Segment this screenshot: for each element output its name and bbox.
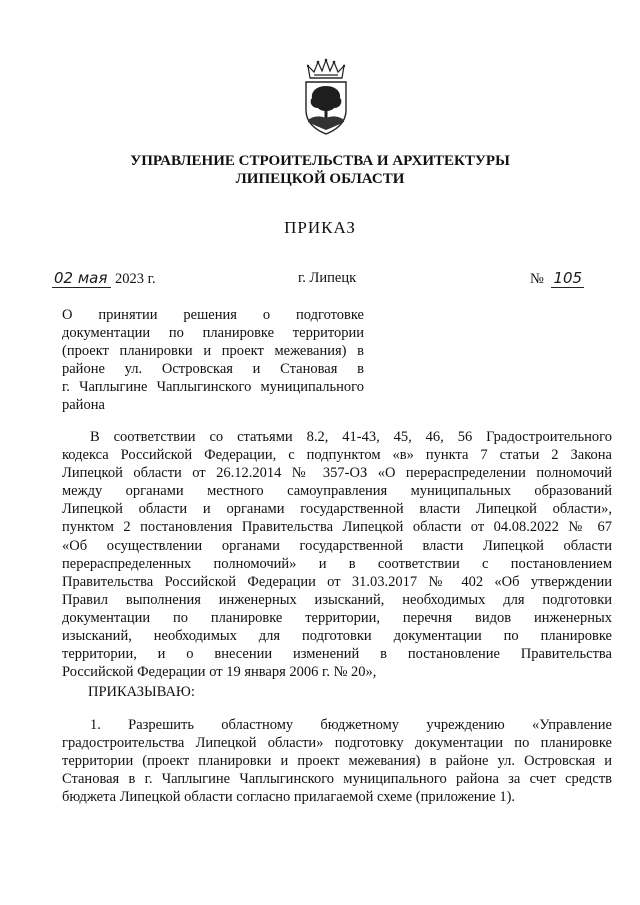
preamble-line: кодекса Российской Федерации, с подпунктом «в» пункта 7 статьи 2 Закона xyxy=(62,447,612,464)
order-city: г. Липецк xyxy=(298,270,357,286)
order-date xyxy=(52,269,156,288)
preamble-line: Правил выполнения инженерных изысканий, необходимых для подготовки xyxy=(62,591,612,608)
preamble-line: перераспределенных полномочий» и в соответствии с постановлением xyxy=(62,555,612,572)
order-item-1 xyxy=(62,716,612,806)
subject-line: района xyxy=(62,397,105,413)
organization-name-line1: УПРАВЛЕНИЕ СТРОИТЕЛЬСТВА И АРХИТЕКТУРЫ xyxy=(130,153,510,169)
item-line: бюджета Липецкой области согласно прилагаемой схеме (приложение 1). xyxy=(62,789,516,806)
order-year: 2023 г. xyxy=(115,271,156,287)
order-number xyxy=(530,269,584,288)
organization-name xyxy=(0,152,640,188)
item-line: территории (проект планировки и проект межевания) в районе ул. Островская и xyxy=(62,753,612,770)
order-directive-word: ПРИКАЗЫВАЮ: xyxy=(88,684,195,700)
preamble-line: Российской Федерации от 19 января 2006 г. № 20», xyxy=(62,664,377,681)
document-type-title: ПРИКАЗ xyxy=(284,218,356,237)
handwritten-number: 105 xyxy=(553,269,583,287)
subject-line: (проект планировки и проект межевания) в xyxy=(62,343,364,359)
preamble-line: Липецкой области и органами государственной власти Липецкой области», xyxy=(62,501,612,518)
lipetsk-region-coat-of-arms-icon xyxy=(296,58,356,136)
preamble-paragraph xyxy=(62,428,612,681)
preamble-line: территории, и о внесении изменений в постановление Правительства xyxy=(62,646,612,663)
number-sign: № xyxy=(530,271,544,287)
subject-line: документации по планировке территории xyxy=(62,325,364,341)
item-line: Становая в г. Чаплыгине Чаплыгинского муниципального района за счет средств xyxy=(62,771,612,788)
preamble-line: документации по планировке территории, перечня видов инженерных xyxy=(62,609,612,626)
preamble-line: изысканий, необходимых для подготовки документации по планировке xyxy=(62,628,612,645)
subject-line: г. Чаплыгине Чаплыгинского муниципального xyxy=(62,379,364,395)
subject-line: О принятии решения о подготовке xyxy=(62,307,364,323)
preamble-line: Липецкой области от 26.12.2014 № 357-ОЗ «О перераспределении полномочий xyxy=(62,465,612,482)
preamble-line: пунктом 2 постановления Правительства Липецкой области от 04.08.2022 № 67 xyxy=(62,519,612,536)
item-line: 1. Разрешить областному бюджетному учреждению «Управление xyxy=(90,717,612,733)
organization-name-line2: ЛИПЕЦКОЙ ОБЛАСТИ xyxy=(235,171,405,187)
preamble-line: «Об осуществлении органами государственной власти Липецкой области xyxy=(62,537,612,554)
preamble-line: между органами местного самоуправления муниципальных образований xyxy=(62,483,612,500)
preamble-line: Правительства Российской Федерации от 31.03.2017 № 402 «Об утверждении xyxy=(62,573,612,590)
handwritten-date: 02 мая xyxy=(52,269,111,288)
item-line: градостроительства Липецкой области» подготовку документации по планировке xyxy=(62,735,612,752)
subject-line: районе ул. Островская и Становая в xyxy=(62,361,364,377)
order-subject xyxy=(62,306,364,414)
preamble-line: В соответствии со статьями 8.2, 41-43, 45, 46, 56 Градостроительного xyxy=(90,429,612,445)
